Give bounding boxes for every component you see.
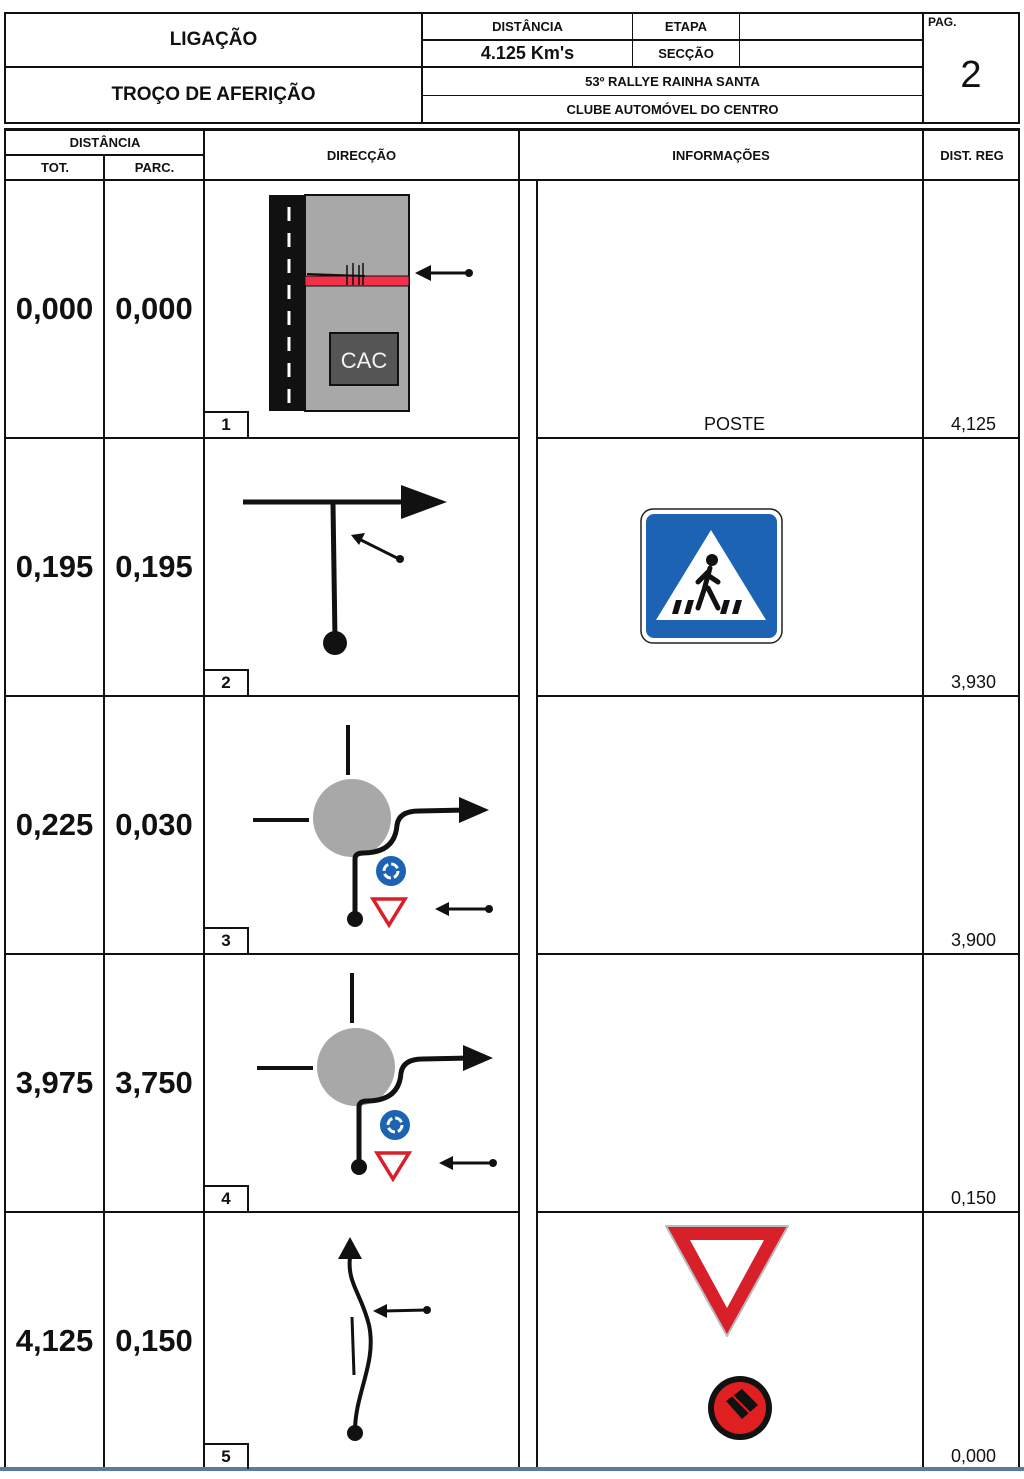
col-direccao: DIRECÇÃO	[326, 147, 397, 163]
roundabout-sign-icon	[375, 855, 407, 887]
pedestrian-crossing-sign	[640, 508, 783, 644]
club-name: CLUBE AUTOMÓVEL DO CENTRO	[566, 101, 779, 117]
row4-tot: 3,975	[15, 1065, 94, 1100]
row1-parc: 0,000	[115, 291, 193, 326]
yield-sign-icon	[377, 1153, 409, 1179]
col-tot: TOT.	[41, 160, 69, 175]
control-line	[305, 276, 409, 286]
col-dist-reg: DIST. REG	[940, 147, 1004, 163]
row1-reg-cell	[924, 181, 1018, 437]
etapa-value	[740, 14, 922, 38]
row2-number: 2	[205, 669, 249, 695]
distancia-value: 4.125 Km's	[480, 42, 575, 63]
cac-label: CAC	[340, 348, 388, 373]
row3-reg-cell	[924, 697, 1018, 953]
col-informacoes: INFORMAÇÕES	[672, 147, 770, 163]
yield-sign	[660, 1220, 794, 1342]
roundabout-sign-icon	[379, 1109, 411, 1141]
row4-parc: 3,750	[115, 1065, 193, 1100]
grid-right-edge	[1018, 128, 1020, 1470]
row5-tot: 4,125	[15, 1323, 94, 1358]
direction-pointer-icon	[373, 1304, 431, 1318]
troco-label: TROÇO DE AFERIÇÃO	[111, 84, 316, 105]
row4-reg: 0,150	[950, 1188, 996, 1208]
row1-number: 1	[205, 411, 249, 437]
pag-label: PAG.	[928, 15, 957, 29]
row3-reg: 3,900	[950, 930, 996, 950]
row3-tot: 0,225	[15, 807, 94, 842]
seccao-label: SECÇÃO	[658, 45, 714, 61]
row5-reg: 0,000	[950, 1446, 996, 1466]
control-flag-icon	[704, 1375, 776, 1441]
row1-info: POSTE	[704, 414, 766, 434]
pedestrian-icon	[706, 554, 718, 566]
main-road	[269, 195, 307, 411]
ligacao-label: LIGAÇÃO	[169, 29, 258, 50]
pag-number: 2	[960, 53, 982, 96]
direction-pointer-icon	[351, 533, 404, 563]
row2-tot: 0,195	[15, 549, 94, 584]
distancia-label: DISTÂNCIA	[492, 18, 563, 34]
row3-parc: 0,030	[115, 807, 193, 842]
row1-start-cac-diagram	[205, 181, 518, 437]
col-distancia: DISTÂNCIA	[69, 135, 141, 150]
direction-pointer-icon	[435, 902, 493, 916]
row5-curvy-road-diagram	[205, 1213, 518, 1469]
row2-t-junction-diagram	[205, 439, 518, 695]
row3-roundabout-diagram	[205, 697, 518, 953]
direction-pointer-icon	[439, 1156, 497, 1170]
row1-tot: 0,000	[15, 291, 94, 326]
row5-number: 5	[205, 1443, 249, 1469]
col-parc: PARC.	[134, 160, 175, 175]
etapa-label: ETAPA	[664, 18, 708, 34]
start-arrow-icon	[415, 265, 473, 281]
row1-reg: 4,125	[950, 414, 996, 434]
grid-v-dir	[518, 128, 520, 1470]
rally-name: 53º RALLYE RAINHA SANTA	[585, 73, 760, 89]
row4-reg-cell	[924, 955, 1018, 1211]
row3-number: 3	[205, 927, 249, 953]
row2-reg-cell	[924, 439, 1018, 695]
row5-parc: 0,150	[115, 1323, 193, 1358]
yield-sign-icon	[373, 899, 405, 925]
seccao-value	[740, 40, 922, 66]
row4-roundabout-diagram	[205, 955, 518, 1211]
row2-reg: 3,930	[950, 672, 996, 692]
row4-number: 4	[205, 1185, 249, 1211]
row2-parc: 0,195	[115, 549, 193, 584]
grid-v-info-inner	[536, 181, 538, 1470]
row5-reg-cell	[924, 1213, 1018, 1469]
